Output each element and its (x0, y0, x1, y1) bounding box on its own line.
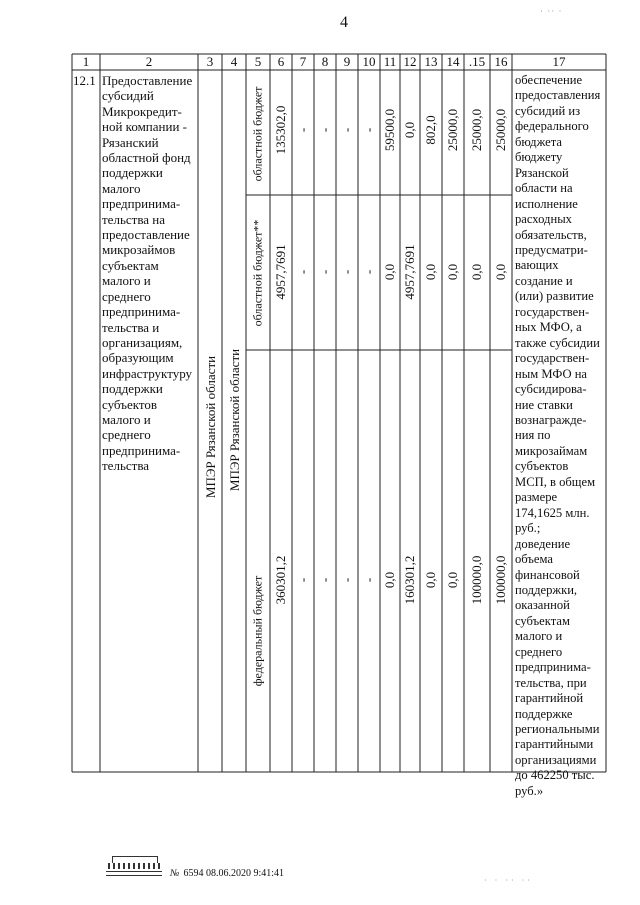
expected-result-line: ным МФО на (515, 366, 588, 381)
activity-name-line: малого и (102, 273, 151, 289)
expected-result-line: федерального (515, 119, 589, 134)
expected-result-line: поддержки, (515, 582, 578, 597)
expected-result-line: предоставления (515, 88, 601, 103)
column-header-6: 6 (277, 54, 285, 69)
activity-name-line: малого (102, 180, 141, 196)
activity-name-line: тельства на (102, 211, 166, 227)
expected-result-line: государствен- (515, 351, 590, 366)
expected-result-line: ных МФО, а (515, 320, 582, 335)
expected-result-line: бюджета (515, 134, 562, 149)
column-header-14: 14 (446, 54, 460, 69)
expected-result-line: субсидирова- (515, 382, 587, 397)
activity-name-line: субъектов (102, 396, 158, 412)
activity-name-line: предоставление (102, 227, 190, 243)
expected-result-line: Рязанской (515, 165, 569, 180)
column-header-5: 5 (254, 54, 262, 69)
expected-result-line: бюджету (515, 150, 563, 165)
expected-result-line: предусматри- (515, 242, 588, 257)
expected-result-line: МСП, в общем (515, 474, 596, 489)
expected-result-line: также субсидии (515, 335, 600, 350)
activity-name-line: предпринима- (102, 196, 181, 212)
funding-value: 0,0 (382, 263, 397, 281)
funding-value: - (361, 269, 376, 275)
column-header-15: .15 (468, 54, 486, 69)
expected-result-line: поддержке (515, 706, 573, 721)
column-header-12: 12 (403, 54, 417, 69)
expected-result-line: оказанной (515, 598, 570, 613)
column-header-9: 9 (343, 54, 351, 69)
expected-result-line: до 462250 тыс. (515, 768, 595, 783)
expected-result-line: гарантийной (515, 691, 584, 706)
funding-value: 100000,0 (469, 555, 484, 605)
expected-result-line: микрозаймам (515, 443, 588, 458)
funding-value: 0,0 (382, 571, 397, 589)
funding-value: - (339, 127, 354, 133)
activity-name-line: тельства (102, 458, 150, 474)
activity-name-line: малого и (102, 411, 151, 427)
funding-value: - (317, 127, 332, 133)
column-header-7: 7 (299, 54, 307, 69)
expected-result-line: гарантийными (515, 737, 594, 752)
expected-result-line: финансовой (515, 567, 580, 582)
expected-result-line: предпринима- (515, 660, 591, 675)
activity-name-line: предпринима- (102, 304, 181, 320)
activity-name-line: предпринима- (102, 442, 181, 458)
funding-value: 0,0 (445, 263, 460, 281)
funding-value: 0,0 (423, 263, 438, 281)
funding-source-3: федеральный бюджет (250, 575, 265, 687)
funding-value: - (295, 269, 310, 275)
funding-value: 25000,0 (445, 108, 460, 152)
column-header-8: 8 (321, 54, 329, 69)
expected-result-line: среднего (515, 644, 563, 659)
expected-result-line: размере (515, 490, 558, 505)
expected-result-line: вознагражде- (515, 412, 587, 427)
funding-value: - (295, 127, 310, 133)
funding-value: 0,0 (423, 571, 438, 589)
activity-name-line: среднего (102, 427, 151, 443)
column-header-10: 10 (362, 54, 376, 69)
expected-result-line: обязательств, (515, 227, 587, 242)
funding-value: 4957,7691 (273, 244, 288, 300)
column-header-2: 2 (145, 54, 153, 69)
expected-result-line: субсидий из (515, 103, 581, 118)
activity-name-line: областной фонд (102, 150, 191, 166)
column-header-3: 3 (206, 54, 214, 69)
funding-source-2: областной бюджет** (250, 219, 265, 326)
expected-result-line: исполнение (515, 196, 578, 211)
expected-result-line: вающих (515, 258, 559, 273)
funding-value: - (317, 269, 332, 275)
column-header-16: 16 (494, 54, 508, 69)
expected-result-line: ния по (515, 428, 551, 443)
scan-artifact: · · ·· ·· (484, 876, 533, 885)
column-header-4: 4 (230, 54, 238, 69)
activity-name-line: инфраструктуру (102, 365, 193, 381)
activity-name-line: субъектам (102, 257, 159, 273)
activity-name-line: субсидий (102, 88, 154, 104)
expected-result-line: субъектам (515, 613, 570, 628)
activity-name-line: поддержки (102, 165, 163, 181)
funding-value: 25000,0 (469, 108, 484, 152)
activity-name (102, 73, 202, 474)
activity-name-line: Рязанский (102, 134, 159, 150)
funding-value: 0,0 (445, 571, 460, 589)
expected-result-line: региональными (515, 722, 600, 737)
funding-value: 135302,0 (273, 105, 288, 155)
funding-value: - (317, 577, 332, 583)
expected-result (515, 73, 615, 799)
expected-result-line: руб.; (515, 521, 541, 536)
funding-value: 802,0 (423, 115, 438, 145)
column-header-17: 17 (552, 54, 566, 69)
funding-value: 360301,2 (273, 555, 288, 605)
expected-result-line: расходных (515, 212, 572, 227)
funding-value: - (339, 577, 354, 583)
funding-value: 4957,7691 (402, 244, 417, 300)
funding-value: 25000,0 (493, 108, 508, 152)
funding-value: - (339, 269, 354, 275)
funding-value: - (361, 577, 376, 583)
column-header-11: 11 (383, 54, 397, 69)
expected-result-line: области на (515, 181, 573, 196)
funding-value: - (295, 577, 310, 583)
funding-source-1: областной бюджет (250, 86, 265, 181)
footer-datetime: 08.06.2020 9:41:41 (205, 868, 284, 879)
activity-name-line: образующим (102, 350, 174, 366)
co-executor-cell: МПЭР Рязанской области (227, 348, 242, 492)
expected-result-line: (или) развитие (515, 289, 594, 304)
column-header-13: 13 (424, 54, 438, 69)
expected-result-line: государствен- (515, 304, 590, 319)
scan-artifact: · ·· · (540, 6, 563, 16)
expected-result-line: организациями (515, 752, 597, 767)
activity-name-line: среднего (102, 288, 151, 304)
expected-result-line: руб.» (515, 783, 544, 798)
expected-result-line: ние ставки (515, 397, 573, 412)
expected-result-line: 174,1625 млн. (515, 505, 590, 520)
expected-result-line: создание и (515, 273, 573, 288)
activity-name-line: поддержки (102, 381, 163, 397)
funding-value: 0,0 (469, 263, 484, 281)
expected-result-line: малого и (515, 629, 563, 644)
activity-name-line: Микрокредит- (102, 103, 182, 119)
page-number: 4 (340, 14, 348, 31)
funding-value: 0,0 (402, 121, 417, 139)
funding-value: 160301,2 (402, 555, 417, 605)
building-stamp-icon (106, 856, 162, 876)
activity-name-line: Предоставление (102, 73, 193, 88)
expected-result-line: обеспечение (515, 73, 583, 87)
activity-name-line: организациям, (102, 334, 183, 350)
expected-result-line: субъектов (515, 459, 569, 474)
activity-name-line: тельства и (102, 319, 160, 335)
expected-result-line: доведение (515, 536, 571, 551)
funding-value: 59500,0 (382, 108, 397, 152)
activity-name-line: ной компании - (102, 119, 187, 135)
activity-name-line: микрозаймов (102, 242, 176, 258)
funding-value: 0,0 (493, 263, 508, 281)
executor-cell: МПЭР Рязанской области (203, 355, 218, 499)
column-header-1: 1 (82, 54, 90, 69)
funding-value: - (361, 127, 376, 133)
row-number: 12.1 (73, 73, 96, 88)
footer-doc-id: 6594 (183, 868, 204, 879)
funding-value: 100000,0 (493, 555, 508, 605)
expected-result-line: тельства, при (515, 675, 587, 690)
number-sign: № (170, 868, 180, 879)
footer-registration (170, 868, 284, 879)
expected-result-line: объема (515, 552, 553, 567)
